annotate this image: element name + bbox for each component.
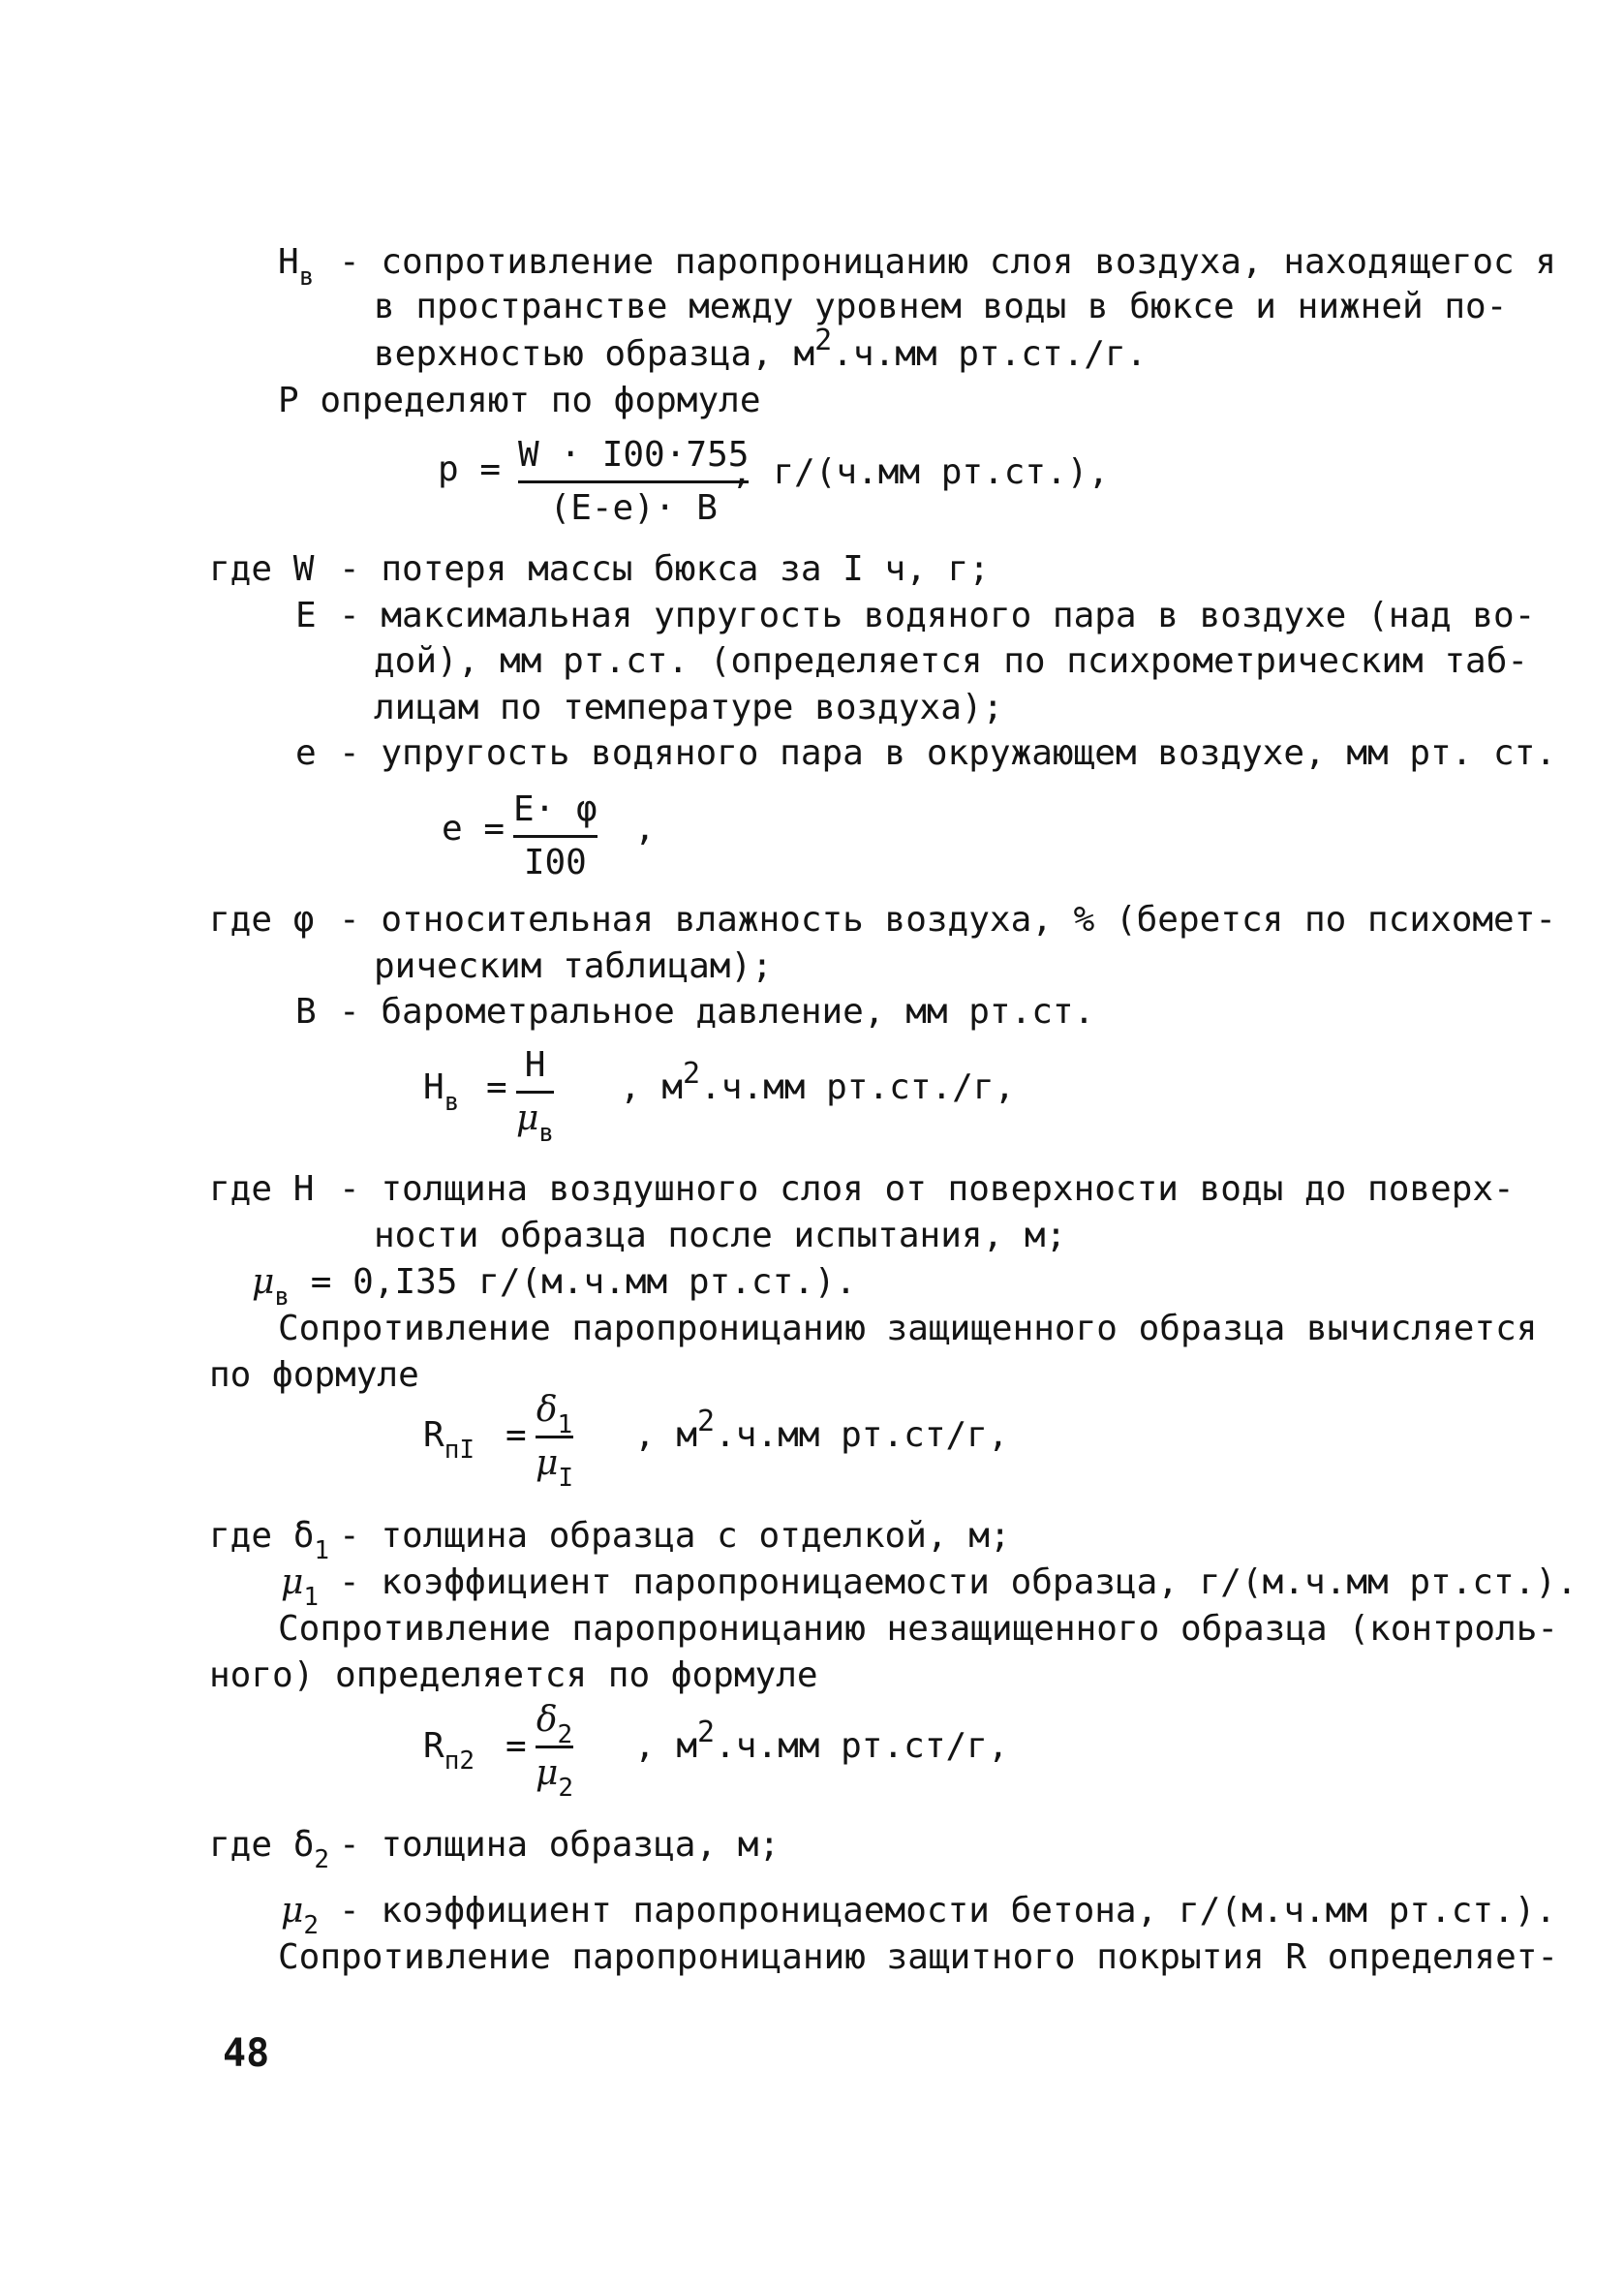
final-paragraph: Сопротивление паропроницанию защитного покрытия R определяет- <box>278 1937 1559 1977</box>
formula-rp1-eq: = <box>506 1415 527 1455</box>
formula-e-denominator: I00 <box>523 843 587 882</box>
para-rp2-line-1: Сопротивление паропроницанию незащищенного образца (контроль- <box>278 1609 1559 1649</box>
where-w-prefix: где W <box>209 549 315 589</box>
formula-hv-eq: = <box>486 1067 507 1107</box>
mu2-symbol: $\mu_2$ <box>281 1891 320 1940</box>
e-max-symbol: E <box>295 596 317 635</box>
where-w-text: - потеря массы бюкса за I ч, г; <box>339 549 990 589</box>
formula-e-tail: , <box>634 809 656 849</box>
formula-hv-lhs: $H_в$ <box>423 1067 460 1117</box>
formula-rp1-denominator: $\mu_I$ <box>536 1443 574 1493</box>
where-phi-line-2: рическим таблицам); <box>374 946 773 986</box>
where-delta1-prefix: где $\delta_1$ <box>209 1516 330 1565</box>
formula-rp2-numerator: $\delta_2$ <box>536 1700 573 1749</box>
where-h-line-1: - толщина воздушного слоя от поверхности воды до поверх- <box>339 1169 1515 1209</box>
e-small-symbol: е <box>295 733 317 773</box>
formula-rp2-denominator: $\mu_2$ <box>536 1753 574 1803</box>
formula-hv-numerator: H <box>524 1045 546 1085</box>
formula-rp2-eq: = <box>506 1726 527 1766</box>
e-max-line-2: дой), мм рт.ст. (определяется по психрометрическим таб- <box>374 641 1529 681</box>
hv-symbol: $H_в$ <box>278 242 315 292</box>
where-h-prefix: где H <box>209 1169 315 1209</box>
formula-hv-units: , $м^2.ч.мм$ рт.ст./г, <box>620 1057 1016 1107</box>
formula-hv-denominator: $\mu_в$ <box>516 1098 555 1148</box>
formula-hv-fraction <box>516 1045 555 1148</box>
hv-definition-line-1: - сопротивление паропроницанию слоя воздуха, находящегос я <box>339 242 1557 282</box>
formula-rp1-lhs: $R_{пI}$ <box>423 1415 475 1465</box>
para-rp1-line-2: по формуле <box>209 1355 419 1395</box>
formula-rp2-lhs: $R_{п2}$ <box>423 1726 475 1776</box>
e-max-line-1: - максимальная упругость водяного пара в воздухе (над во- <box>339 596 1536 635</box>
formula-e-numerator: E· φ <box>513 789 598 829</box>
formula-p-numerator: W · I00·755 <box>518 435 750 475</box>
formula-rp1-numerator: $\delta_1$ <box>536 1390 573 1439</box>
p-intro-text: Р определяют по формуле <box>278 381 761 420</box>
where-h-line-2: ности образца после испытания, м; <box>374 1216 1067 1255</box>
page-number: 48 <box>223 2031 270 2076</box>
b-symbol: В <box>295 992 317 1032</box>
e-small-text: - упругость водяного пара в окружающем воздухе, мм рт. ст. <box>339 733 1557 773</box>
where-delta1-text: - толщина образца с отделкой, м; <box>339 1516 1011 1556</box>
formula-p-denominator: (E-e)· B <box>549 488 718 528</box>
formula-p-units: , г/(ч.мм рт.ст.), <box>731 452 1110 492</box>
mu1-symbol: $\mu_1$ <box>281 1562 320 1612</box>
fraction-bar <box>518 480 749 483</box>
hv-definition-line-2: в пространстве между уровнем воды в бюксе и нижней по- <box>374 287 1508 326</box>
fraction-bar <box>516 1091 554 1094</box>
where-phi-line-1: - относительная влажность воздуха, % (берется по психомет- <box>339 900 1557 940</box>
formula-rp2-fraction <box>536 1700 574 1803</box>
where-delta2-text: - толщина образца, м; <box>339 1825 781 1865</box>
where-phi-prefix: где φ <box>209 900 315 940</box>
mu1-text: - коэффициент паропроницаемости образца, г/(м.ч.мм рт.ст.). <box>339 1562 1578 1602</box>
mu2-text: - коэффициент паропроницаемости бетона, г/(м.ч.мм рт.ст.). <box>339 1891 1557 1931</box>
fraction-bar <box>513 835 598 838</box>
formula-rp1-units: , $м^2.ч.мм$ рт.ст/г, <box>634 1405 1009 1455</box>
formula-e-fraction <box>513 789 598 882</box>
formula-p-fraction <box>518 435 750 528</box>
para-rp2-line-2: ного) определяется по формуле <box>209 1655 818 1695</box>
para-rp1-line-1: Сопротивление паропроницанию защищенного образца вычисляется <box>278 1309 1538 1348</box>
where-delta2-prefix: где $\delta_2$ <box>209 1825 330 1874</box>
e-max-line-3: лицам по температуре воздуха); <box>374 688 1004 727</box>
formula-rp1-fraction <box>536 1390 574 1493</box>
mu-v-value: $\mu_в = 0,I35$ г/(м.ч.мм рт.ст.). <box>252 1262 857 1312</box>
b-text: - барометральное давление, мм рт.ст. <box>339 992 1095 1032</box>
formula-p-lhs: p = <box>438 449 502 489</box>
hv-definition-line-3: верхностью образца, $м^2.ч.мм$ рт.ст./г. <box>374 324 1148 374</box>
formula-e-lhs: e = <box>442 809 506 849</box>
formula-rp2-units: , $м^2.ч.мм$ рт.ст/г, <box>634 1715 1009 1766</box>
